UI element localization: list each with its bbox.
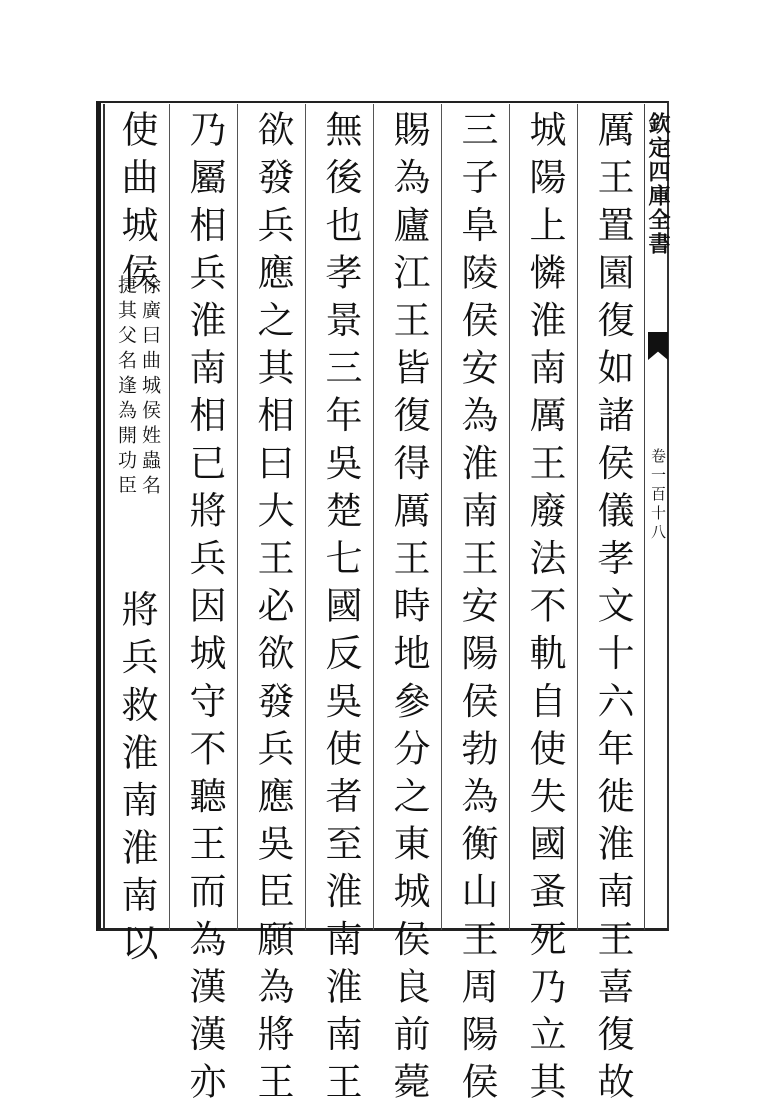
column-rule [441,104,442,930]
column-rule [509,104,510,930]
text-column-7: 乃屬相兵淮南相已將兵因城守不聽王而為漢漢亦 [183,110,226,1110]
text-column-3: 三子阜陵侯安為淮南王安陽侯勃為衡山王周陽侯 [455,110,498,1110]
commentary-right: 徐廣曰曲城侯姓蟲名 [139,275,161,500]
column-rule [237,104,238,930]
text-column-4: 賜為廬江王皆復得厲王時地參分之東城侯良前薨 [387,110,430,1110]
text-column-1: 厲王置園復如諸侯儀孝文十六年徙淮南王喜復故 [591,110,634,1110]
text-column-5: 無後也孝景三年吳楚七國反吳使者至淮南淮南王 [319,110,362,1110]
column-rule [577,104,578,930]
column-rule [169,104,170,930]
text-column-8-tail: 將兵救淮南淮南以 [115,590,158,971]
text-column-6: 欲發兵應之其相曰大王必欲發兵應吳臣願為將王 [251,110,294,1110]
book-title: 欽定四庫全書 [645,112,671,256]
column-rule [373,104,374,930]
text-column-8-head: 使曲城侯 [115,110,158,301]
inner-border-line [103,104,105,928]
commentary-left: 捷其父名逢為開功臣 [115,275,137,500]
text-column-2: 城陽上憐淮南厲王廢法不軌自使失國蚤死乃立其 [523,110,566,1110]
volume-number: 卷一百十八 [649,448,667,543]
column-rule [305,104,306,930]
